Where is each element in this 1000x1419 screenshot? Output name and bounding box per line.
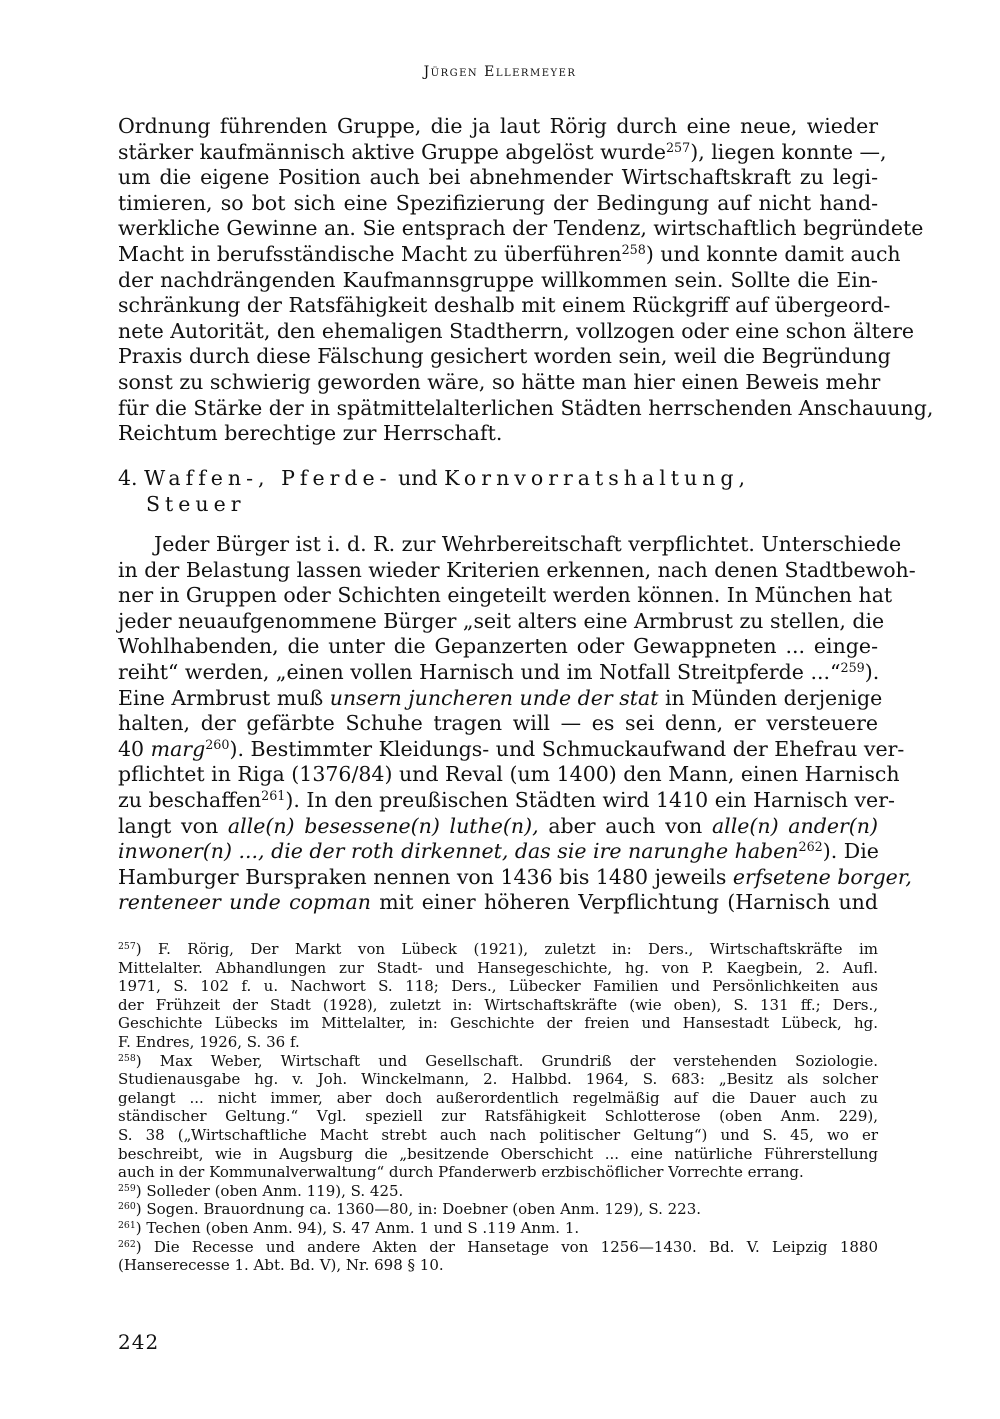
text-line	[118, 890, 878, 916]
text-line: jeder neuaufgenommene Bürger „seit alters eine Armbrust zu stellen, die	[118, 608, 885, 633]
text-fragment: ) Sogen. Brauordnung ca. 1360—80, in: Doebner (oben Anm. 129), S. 223.	[135, 1200, 702, 1219]
text-line: Reichtum berechtige zur Herrschaft.	[118, 421, 503, 446]
text-fragment: ) Max Weber, Wirtschaft und Gesellschaft. Grundriß der verstehenden Soziologie.	[135, 1051, 878, 1070]
footnote-line	[118, 1200, 878, 1219]
text-line: für die Stärke der in spätmittelalterlichen Städten herrschenden Anschauung,	[118, 395, 934, 420]
paragraph-continuation	[118, 114, 934, 447]
section-title-part2: Kornvorratshaltung,	[444, 466, 751, 490]
footnote-line: gelangt ... nicht immer, aber doch außerordentlich regelmäßig auf die Dauer auch zu	[118, 1088, 878, 1107]
text-line	[118, 241, 901, 268]
section-title-part1: Waffen-, Pferde-	[144, 466, 392, 490]
text-fragment: ) Solleder (oben Anm. 119), S. 425.	[135, 1181, 404, 1200]
text-line	[118, 839, 878, 865]
footnote-261	[118, 1219, 878, 1238]
quoted-source-text: marg	[150, 736, 206, 761]
footnote-259	[118, 1182, 878, 1201]
text-fragment: langt von	[118, 813, 219, 838]
text-line: schränkung der Ratsfähigkeit deshalb mit einem Rückgriff auf übergeord-	[118, 293, 891, 318]
footnote-line: auch in der Kommunalverwaltung“ durch Pfanderwerb erzbischöflicher Vorrechte errang.	[118, 1163, 804, 1182]
footnote-ref-257[interactable]: 257	[665, 139, 691, 155]
text-line	[118, 814, 878, 840]
quoted-source-text: alle(n) besessene(n) luthe(n),	[227, 813, 539, 838]
text-fragment: ) F. Rörig, Der Markt von Lübeck (1921), zuletzt in: Ders., Wirtschaftskräfte im	[135, 940, 878, 958]
footnote-line: S. 38 („Wirtschaftliche Macht strebt auch nach politischer Geltung“) und S. 45, wo er	[118, 1125, 878, 1144]
footnote-line: beschreibt, wie in Augsburg die „besitzende Oberschicht ... eine natürliche Führerstellung	[118, 1144, 878, 1163]
footnote-ref-260[interactable]: 260	[205, 736, 230, 752]
footnote-line: der Frühzeit der Stadt (1928), zuletzt in: Wirtschaftskräfte (wie oben), S. 131 ff.; Ders.,	[118, 995, 878, 1014]
footnote-258	[118, 1052, 878, 1182]
footnote-line: ständischer Geltung.“ Vgl. speziell zur Ratsfähigkeit Schlotterose (oben Anm. 229),	[118, 1107, 878, 1126]
footnote-260	[118, 1200, 878, 1219]
footnotes	[118, 940, 878, 1275]
footnote-line	[118, 1219, 878, 1238]
footnote-line: 1971, S. 102 f. u. Nachwort S. 118; Ders., Lübecker Familien und Persönlichkeiten aus	[118, 977, 878, 996]
text-fragment: Macht in berufsständische Macht zu überführen	[118, 241, 622, 266]
text-fragment: Hamburger Burspraken nennen von 1436 bis 1480 jeweils	[118, 864, 727, 889]
footnote-ref-262[interactable]: 262	[798, 839, 823, 855]
text-line: der nachdrängenden Kaufmannsgruppe willkommen sein. Sollte die Ein-	[118, 267, 878, 292]
page-number: 242	[118, 1330, 160, 1354]
footnote-number: 260	[118, 1201, 136, 1213]
text-line: Ordnung führenden Gruppe, die ja laut Rörig durch eine neue, wieder	[118, 114, 878, 138]
running-head: Jürgen Ellermeyer	[423, 64, 577, 80]
text-fragment: in Münden derjenige	[665, 685, 883, 710]
text-line: Jeder Bürger ist i. d. R. zur Wehrbereitschaft verpflichtet. Unterschiede	[154, 532, 902, 556]
text-fragment: ) Die Recesse und andere Akten der Hansetage von 1256—1430. Bd. V. Leipzig 1880	[135, 1237, 878, 1256]
text-fragment: 40	[118, 736, 145, 761]
text-line: Praxis durch diese Fälschung gesichert worden sein, weil die Begründung	[118, 344, 891, 369]
text-line: halten, der gefärbte Schuhe tragen will — es sei denn, er versteuere	[118, 711, 878, 736]
text-line	[118, 787, 895, 814]
text-fragment: ) und konnte damit auch	[645, 241, 901, 266]
text-line	[118, 139, 887, 166]
text-fragment: ). Bestimmter Kleidungs- und Schmuckaufwand der Ehefrau ver-	[229, 736, 905, 761]
quoted-source-text: alle(n) ander(n)	[711, 813, 878, 838]
quoted-source-text: renteneer unde copman	[118, 890, 371, 915]
quoted-source-text: inwoner(n) ..., die der roth dirkennet, das sie ire narunghe haben	[118, 839, 799, 864]
section-number: 4.	[118, 466, 138, 490]
text-line: sonst zu schwierig geworden wäre, so hätte man hier einen Beweis mehr	[118, 369, 881, 394]
footnote-line	[118, 1238, 878, 1257]
text-fragment: Eine Armbrust muß	[118, 685, 324, 710]
footnote-ref-261[interactable]: 261	[261, 787, 286, 803]
text-line: ner in Gruppen oder Schichten eingeteilt werden können. In München hat	[118, 583, 893, 608]
footnote-line: F. Endres, 1926, S. 36 f.	[118, 1032, 300, 1051]
text-line	[118, 660, 878, 686]
text-line: nete Autorität, den ehemaligen Stadtherrn, vollzogen oder eine schon ältere	[118, 318, 915, 343]
text-fragment: ). Die	[822, 839, 879, 864]
text-fragment: aber auch von	[548, 813, 703, 838]
text-line	[118, 685, 883, 712]
text-line: Wohlhabenden, die unter die Gepanzerten oder Gewappneten ... einge-	[118, 634, 878, 659]
text-fragment: stärker kaufmännisch aktive Gruppe abgelöst wurde	[118, 139, 666, 164]
text-line: um die eigene Position auch bei abnehmender Wirtschaftskraft zu legi-	[118, 165, 878, 190]
text-fragment: ) Techen (oben Anm. 94), S. 47 Anm. 1 und S .119 Anm. 1.	[135, 1218, 580, 1237]
text-fragment: mit einer höheren Verpflichtung (Harnisch und	[379, 890, 878, 915]
text-fragment: ).	[864, 659, 880, 684]
text-fragment: ). In den preußischen Städten wird 1410 ein Harnisch ver-	[285, 787, 895, 812]
footnote-line	[118, 1052, 878, 1071]
quoted-source-text: erfsetene borger,	[732, 864, 912, 889]
footnote-ref-258[interactable]: 258	[621, 241, 646, 257]
text-fragment: reiht“ werden, „einen vollen Harnisch und im Notfall Streitpferde ...“	[118, 659, 841, 684]
paragraph-weapons	[118, 532, 916, 916]
text-line: timieren, so bot sich eine Spezifizierung der Bedingung auf nicht hand-	[118, 190, 878, 215]
section-title-und: und	[398, 466, 438, 490]
text-fragment: zu beschaffen	[118, 787, 262, 812]
footnote-line: (Hanserecesse 1. Abt. Bd. V), Nr. 698 § 10.	[118, 1256, 444, 1275]
text-line	[118, 736, 905, 763]
footnote-number: 257	[118, 940, 136, 952]
section-title-line2: Steuer	[146, 491, 246, 516]
text-fragment: ), liegen konnte —,	[690, 139, 887, 164]
footnote-number: 261	[118, 1219, 136, 1231]
footnote-line: Geschichte Lübecks im Mittelalter, in: Geschichte der freien und Hansestadt Lübeck, hg.	[118, 1014, 878, 1033]
footnote-257	[118, 940, 878, 1052]
section-heading	[118, 466, 878, 517]
quoted-source-text: unsern juncheren unde der stat	[329, 685, 659, 710]
footnote-ref-259[interactable]: 259	[840, 659, 865, 675]
text-line	[118, 864, 912, 891]
footnote-number: 262	[118, 1238, 136, 1250]
footnote-line	[118, 1182, 878, 1201]
text-line: pflichtet in Riga (1376/84) und Reval (um 1400) den Mann, einen Harnisch	[118, 762, 900, 787]
footnote-line: Studienausgabe hg. v. Joh. Winckelmann, 2. Halbbd. 1964, S. 683: „Besitz als solcher	[118, 1070, 878, 1089]
footnote-number: 258	[118, 1052, 136, 1064]
footnote-line: Mittelalter. Abhandlungen zur Stadt- und Hansegeschichte, hg. von P. Kaegbein, 2. Aufl.	[118, 958, 878, 977]
text-line: in der Belastung lassen wieder Kriterien erkennen, nach denen Stadtbewoh-	[118, 557, 916, 582]
footnote-line	[118, 940, 878, 959]
footnote-number: 259	[118, 1182, 136, 1194]
text-line: werkliche Gewinne an. Sie entsprach der Tendenz, wirtschaftlich begründete	[118, 216, 924, 241]
footnote-262	[118, 1238, 878, 1275]
